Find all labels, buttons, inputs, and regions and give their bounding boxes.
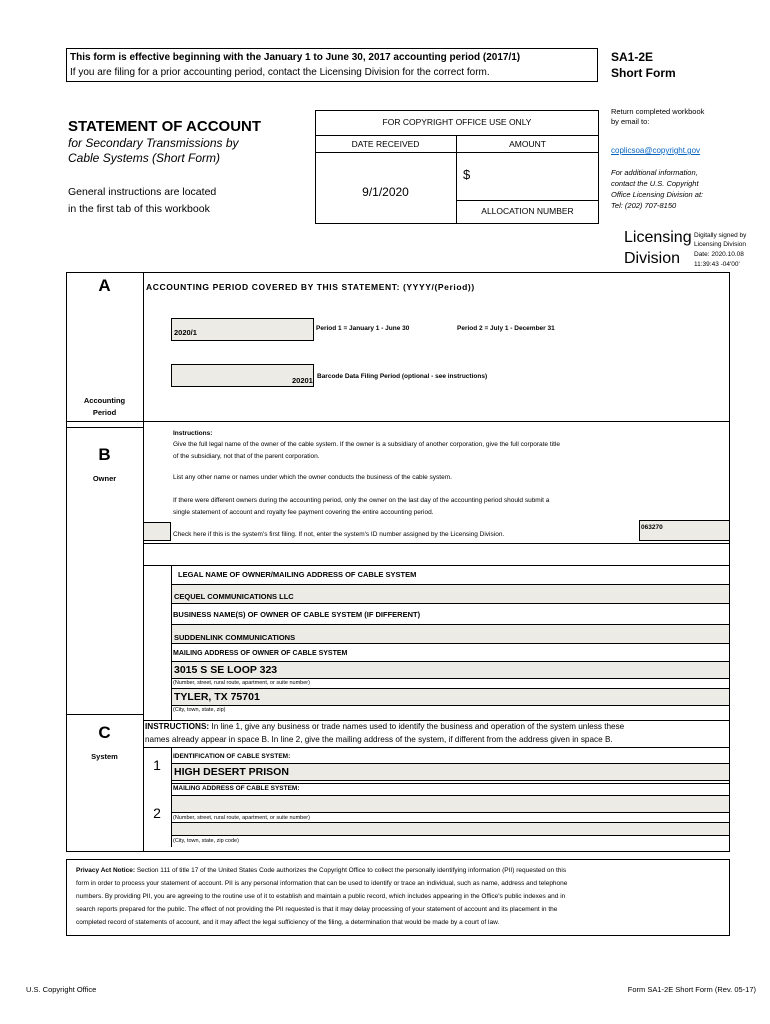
barcode-period-label: Barcode Data Filing Period (optional - see instructions) <box>317 373 488 380</box>
signature-line1: Digitally signed by <box>694 232 747 239</box>
amount-symbol[interactable]: $ <box>463 167 471 182</box>
system-city-input[interactable] <box>171 822 730 836</box>
business-name-value: SUDDENLINK COMMUNICATIONS <box>174 633 296 642</box>
form-name: Short Form <box>611 66 676 80</box>
period1-note: Period 1 = January 1 - June 30 <box>316 325 410 332</box>
section-b-instr3a: If there were different owners during the accounting period, only the owner on the last day of the accounting period should submit a <box>173 497 550 504</box>
title-sub2: Cable Systems (Short Form) <box>68 151 221 165</box>
signature-line2: Licensing Division <box>694 241 747 248</box>
system-line2-number: 2 <box>153 805 161 821</box>
system-mailing-label: MAILING ADDRESS OF CABLE SYSTEM: <box>173 785 300 792</box>
section-a-letter: A <box>98 276 111 295</box>
legal-name-value: CEQUEL COMMUNICATIONS LLC <box>174 592 294 601</box>
accounting-period-value: 2020/1 <box>174 328 197 337</box>
general-instr2: in the first tab of this workbook <box>68 203 210 215</box>
notice-line2: If you are filing for a prior accounting period, contact the Licensing Division for the correct form. <box>70 67 490 78</box>
privacy-line5: completed record of statements of account, and it may affect the legal sufficiency of the filing, a determination that would be made by a court of law. <box>76 919 500 926</box>
office-use-header: FOR COPYRIGHT OFFICE USE ONLY <box>382 117 532 127</box>
contact-info3: Office Licensing Division at: <box>611 190 704 199</box>
first-filing-checkbox[interactable] <box>143 522 171 541</box>
section-a-label2: Period <box>92 408 117 417</box>
contact-info2: contact the U.S. Copyright <box>611 179 699 188</box>
allocation-number-label: ALLOCATION NUMBER <box>481 206 574 216</box>
system-name-value: HIGH DESERT PRISON <box>174 766 289 778</box>
page-title: STATEMENT OF ACCOUNT <box>68 118 262 135</box>
signature-line4: 11:39:43 -04'00' <box>694 261 740 268</box>
section-c-instructions <box>145 722 624 731</box>
title-sub1: for Secondary Transmissions by <box>68 136 239 150</box>
system-street-input[interactable] <box>171 795 730 813</box>
barcode-period-value: 20201 <box>292 376 313 385</box>
section-a-heading: ACCOUNTING PERIOD COVERED BY THIS STATEMENT: (YYYY/(Period)) <box>146 282 475 292</box>
section-b-instr3b: single statement of account and royalty fee payment covering the entire accounting period. <box>173 509 434 516</box>
system-street-hint: (Number, street, rural route, apartment, or suite number) <box>173 815 310 821</box>
system-id-value: 063270 <box>641 524 663 531</box>
period2-note: Period 2 = July 1 - December 31 <box>457 325 555 332</box>
section-c-instr1: In line 1, give any business or trade names used to identify the business and operation of the system unless these <box>209 722 625 731</box>
return-email-link[interactable]: coplicsoa@copyright.gov <box>611 146 701 155</box>
section-c-instr-bold: INSTRUCTIONS: <box>145 722 210 731</box>
privacy-line1 <box>76 867 566 874</box>
date-received-label: DATE RECEIVED <box>351 139 420 149</box>
form-code: SA1-2E <box>611 50 654 64</box>
privacy-line3: numbers. By providing PII, you are agreeing to the routine use of it to establish and maintain a public record, which includes appearing in the Office's public indexes and in <box>76 893 566 900</box>
privacy-line2: form in order to process your statement of account. PII is any personal information that can be used to identify or trace an individual, such as name, address and telephone <box>76 880 568 887</box>
signature-name2: Division <box>624 250 681 267</box>
contact-info1: For additional information, <box>611 168 698 177</box>
business-names-label: BUSINESS NAME(S) OF OWNER OF CABLE SYSTEM (IF DIFFERENT) <box>173 610 421 619</box>
section-b-instr1b: of the subsidiary, not that of the parent corporation. <box>173 453 320 460</box>
section-a-label1: Accounting <box>83 396 126 405</box>
amount-label: AMOUNT <box>509 139 546 149</box>
signature-name1: Licensing <box>624 229 692 246</box>
return-line2: by email to: <box>611 117 650 126</box>
legal-name-label: LEGAL NAME OF OWNER/MAILING ADDRESS OF CABLE SYSTEM <box>178 570 417 579</box>
owner-city-value: TYLER, TX 75701 <box>174 691 260 703</box>
privacy-l1: Section 111 of title 17 of the United States Code authorizes the Copyright Office to collect the personally identifying information (PII) requested on this <box>135 867 567 874</box>
privacy-bold: Privacy Act Notice: <box>76 867 136 874</box>
return-line1: Return completed workbook <box>611 107 705 116</box>
owner-city-hint: (City, town, state, zip) <box>173 707 226 713</box>
system-id-label: IDENTIFICATION OF CABLE SYSTEM: <box>173 753 291 760</box>
section-c-letter: C <box>98 723 111 742</box>
section-c-instr2: names already appear in space B. In line 2, give the mailing address of the system, if different from the address given in space B. <box>145 735 613 744</box>
date-received-value[interactable]: 9/1/2020 <box>362 185 409 199</box>
owner-street-value: 3015 S SE LOOP 323 <box>174 664 278 676</box>
owner-mailing-label: MAILING ADDRESS OF OWNER OF CABLE SYSTEM <box>173 650 348 657</box>
section-b-instr-title: Instructions: <box>173 430 213 437</box>
footer-left: U.S. Copyright Office <box>26 985 97 994</box>
footer-right: Form SA1-2E Short Form (Rev. 05-17) <box>627 985 756 994</box>
signature-line3: Date: 2020.10.08 <box>694 251 744 258</box>
owner-street-hint: (Number, street, rural route, apartment, or suite number) <box>173 680 310 686</box>
section-b-instr1a: Give the full legal name of the owner of the cable system. If the owner is a subsidiary of another corporation, give the full corporate title <box>173 441 560 448</box>
system-line1-number: 1 <box>153 757 161 773</box>
section-c-label: System <box>91 752 118 761</box>
section-b-instr2: List any other name or names under which the owner conducts the business of the cable system. <box>173 474 452 481</box>
contact-tel: Tel: (202) 707-8150 <box>611 201 677 210</box>
privacy-line4: search reports prepared for the public. The effect of not providing the PII requested is that it may delay processing of your statement of account and its placement in the <box>76 906 558 913</box>
notice-line1: This form is effective beginning with the January 1 to June 30, 2017 accounting period (2017/1) <box>70 52 521 63</box>
first-filing-label: Check here if this is the system's first filing. If not, enter the system's ID number assigned by the Licensing Division. <box>173 531 505 538</box>
general-instr1: General instructions are located <box>68 186 217 198</box>
section-b-letter: B <box>98 445 111 464</box>
section-b-label: Owner <box>92 474 117 483</box>
system-city-hint: (City, town, state, zip code) <box>173 838 239 844</box>
